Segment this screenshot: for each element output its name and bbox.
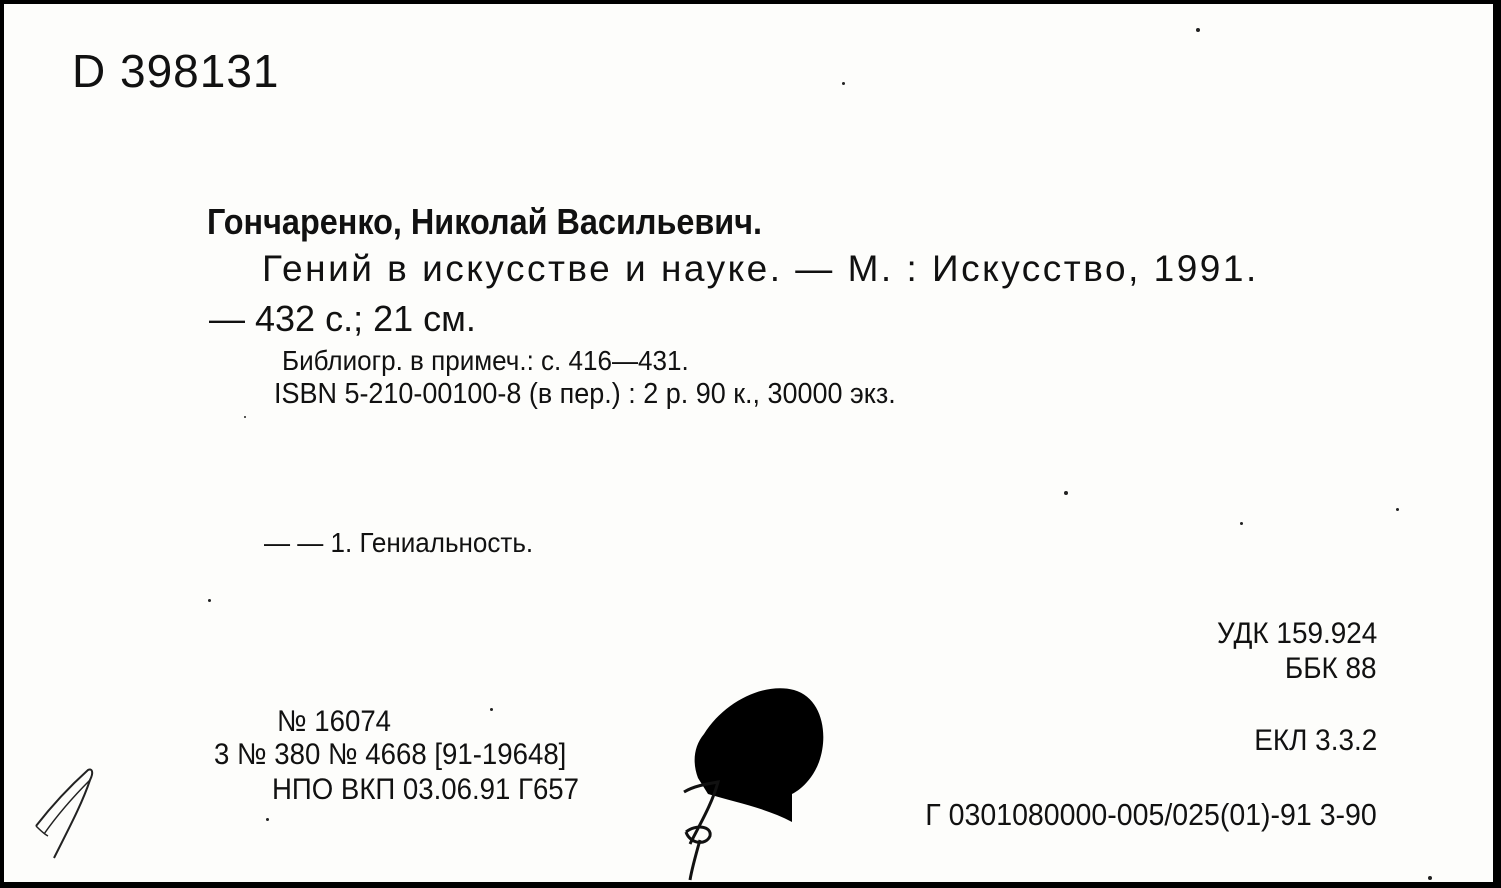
title-statement: Гений в искусстве и науке. — М. : Искусство, 1991.	[262, 248, 1259, 289]
dust-speck	[1064, 491, 1068, 495]
dust-speck	[266, 818, 269, 821]
dust-speck	[208, 599, 211, 602]
print-info: 3 № 380 № 4668 [91-19648]	[214, 738, 567, 771]
author-heading: Гончаренко, Николай Васильевич.	[207, 201, 763, 242]
dust-speck	[1428, 876, 1432, 880]
bibliography-note: Библиогр. в примеч.: с. 416—431.	[282, 345, 689, 376]
scan-border-right	[1493, 0, 1501, 888]
ekl-code: ЕКЛ 3.3.2	[1254, 724, 1377, 757]
physical-description: — 432 с.; 21 см.	[209, 298, 476, 339]
order-number: № 16074	[277, 705, 392, 738]
isbn-line: ISBN 5-210-00100-8 (в пер.) : 2 р. 90 к., 30000 экз.	[274, 378, 896, 410]
handwritten-seven-mark	[676, 774, 736, 882]
bbk-code: ББК 88	[1285, 652, 1377, 685]
dust-speck	[1240, 522, 1243, 525]
npo-info: НПО ВКП 03.06.91 Г657	[272, 773, 580, 806]
dust-speck	[490, 708, 493, 711]
publisher-code: Г 0301080000-005/025(01)-91 3-90	[925, 797, 1377, 832]
catalog-card	[4, 4, 1493, 882]
dust-speck	[1396, 508, 1399, 511]
subject-heading: — — 1. Гениальность.	[264, 527, 534, 558]
catalog-number: D 398131	[72, 45, 280, 97]
dust-speck	[1196, 28, 1200, 32]
dust-speck	[244, 416, 246, 418]
handwritten-scribble	[32, 764, 102, 864]
dust-speck	[842, 82, 845, 85]
udk-code: УДК 159.924	[1216, 617, 1377, 650]
